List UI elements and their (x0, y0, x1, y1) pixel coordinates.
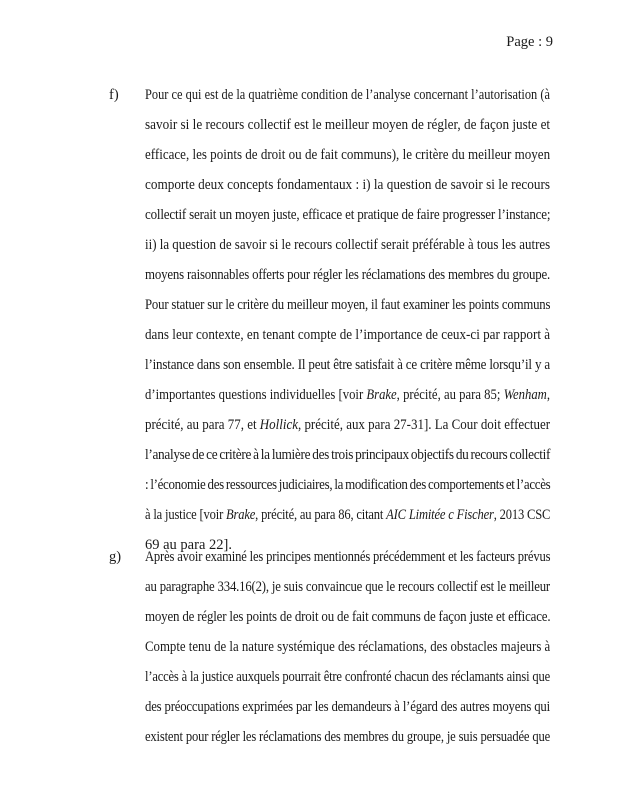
case-name-hollick: Hollick (259, 417, 298, 433)
text-line: dans leur contexte, en tenant compte de l’importance de ceux-ci par rapport à (145, 327, 551, 343)
page-number: Page : 9 (506, 34, 553, 50)
text-line: au paragraphe 334.16(2), je suis convaincue que le recours collectif est le meilleur (145, 579, 550, 595)
text-line: savoir si le recours collectif est le meilleur moyen de régler, de façon juste et (145, 117, 551, 133)
case-name-wenham: Wenham (503, 387, 547, 403)
text-line: l’accès à la justice auxquels pourrait être confronté chacun des réclamants ainsi que (145, 669, 551, 685)
paragraph-body (145, 542, 550, 752)
paragraph-label: g) (109, 549, 122, 565)
text-line: des préoccupations exprimées par les demandeurs à l’égard des autres moyens qui (145, 699, 550, 715)
text-run: d’importantes questions individuelles [voir (145, 387, 367, 403)
text-line: 69 au para 22]. (145, 537, 232, 553)
case-name-aic-limitee: AIC Limitée c Fischer (386, 507, 494, 523)
text-line: : l’économie des ressources judiciaires, la modification des comportements et l’accès (145, 477, 551, 493)
text-run: , 2013 CSC (493, 507, 551, 523)
text-line: collectif serait un moyen juste, efficace et pratique de faire progresser l’instance; (145, 207, 551, 223)
text-line: efficace, les points de droit ou de fait communs), le critère du meilleur moyen (145, 147, 551, 163)
text-line: l’instance dans son ensemble. Il peut être satisfait à ce critère même lorsqu’il y a (145, 357, 550, 373)
text-run: , précité, aux para 27-31]. La Cour doit effectuer (297, 417, 551, 433)
text-line: Pour statuer sur le critère du meilleur moyen, il faut examiner les points communs (145, 297, 551, 313)
text-run: , précité, au para 85; (396, 387, 504, 403)
text-run: précité, au para 77, et (145, 417, 260, 433)
text-line: existent pour régler les réclamations des membres du groupe, je suis persuadée que (145, 729, 551, 745)
text-line-with-citation (145, 380, 550, 410)
text-line: Compte tenu de la nature systémique des réclamations, des obstacles majeurs à (145, 639, 551, 655)
text-line: comporte deux concepts fondamentaux : i) la question de savoir si le recours (145, 177, 550, 193)
case-name-brake: Brake (226, 507, 256, 523)
text-line: Après avoir examiné les principes mentionnés précédemment et les facteurs prévus (145, 549, 551, 565)
text-run: à la justice [voir (145, 507, 227, 523)
text-line: Pour ce qui est de la quatrième condition de l’analyse concernant l’autorisation (à (145, 87, 550, 103)
text-line: l’analyse de ce critère à la lumière des trois principaux objectifs du recours collectif (145, 447, 551, 463)
text-line: ii) la question de savoir si le recours collectif serait préférable à tous les autres (145, 237, 551, 253)
text-line: moyens raisonnables offerts pour régler les réclamations des membres du groupe. (145, 267, 551, 283)
text-line: moyen de régler les points de droit ou de fait communs de façon juste et efficace. (145, 609, 551, 625)
case-name-brake: Brake (366, 387, 397, 403)
text-run: , précité, au para 86, citant (255, 507, 387, 523)
paragraph-body (145, 80, 550, 560)
text-line-with-citation (145, 410, 550, 440)
paragraph-label: f) (109, 87, 119, 103)
text-run: , (546, 387, 550, 403)
text-line-with-citation (145, 500, 550, 530)
